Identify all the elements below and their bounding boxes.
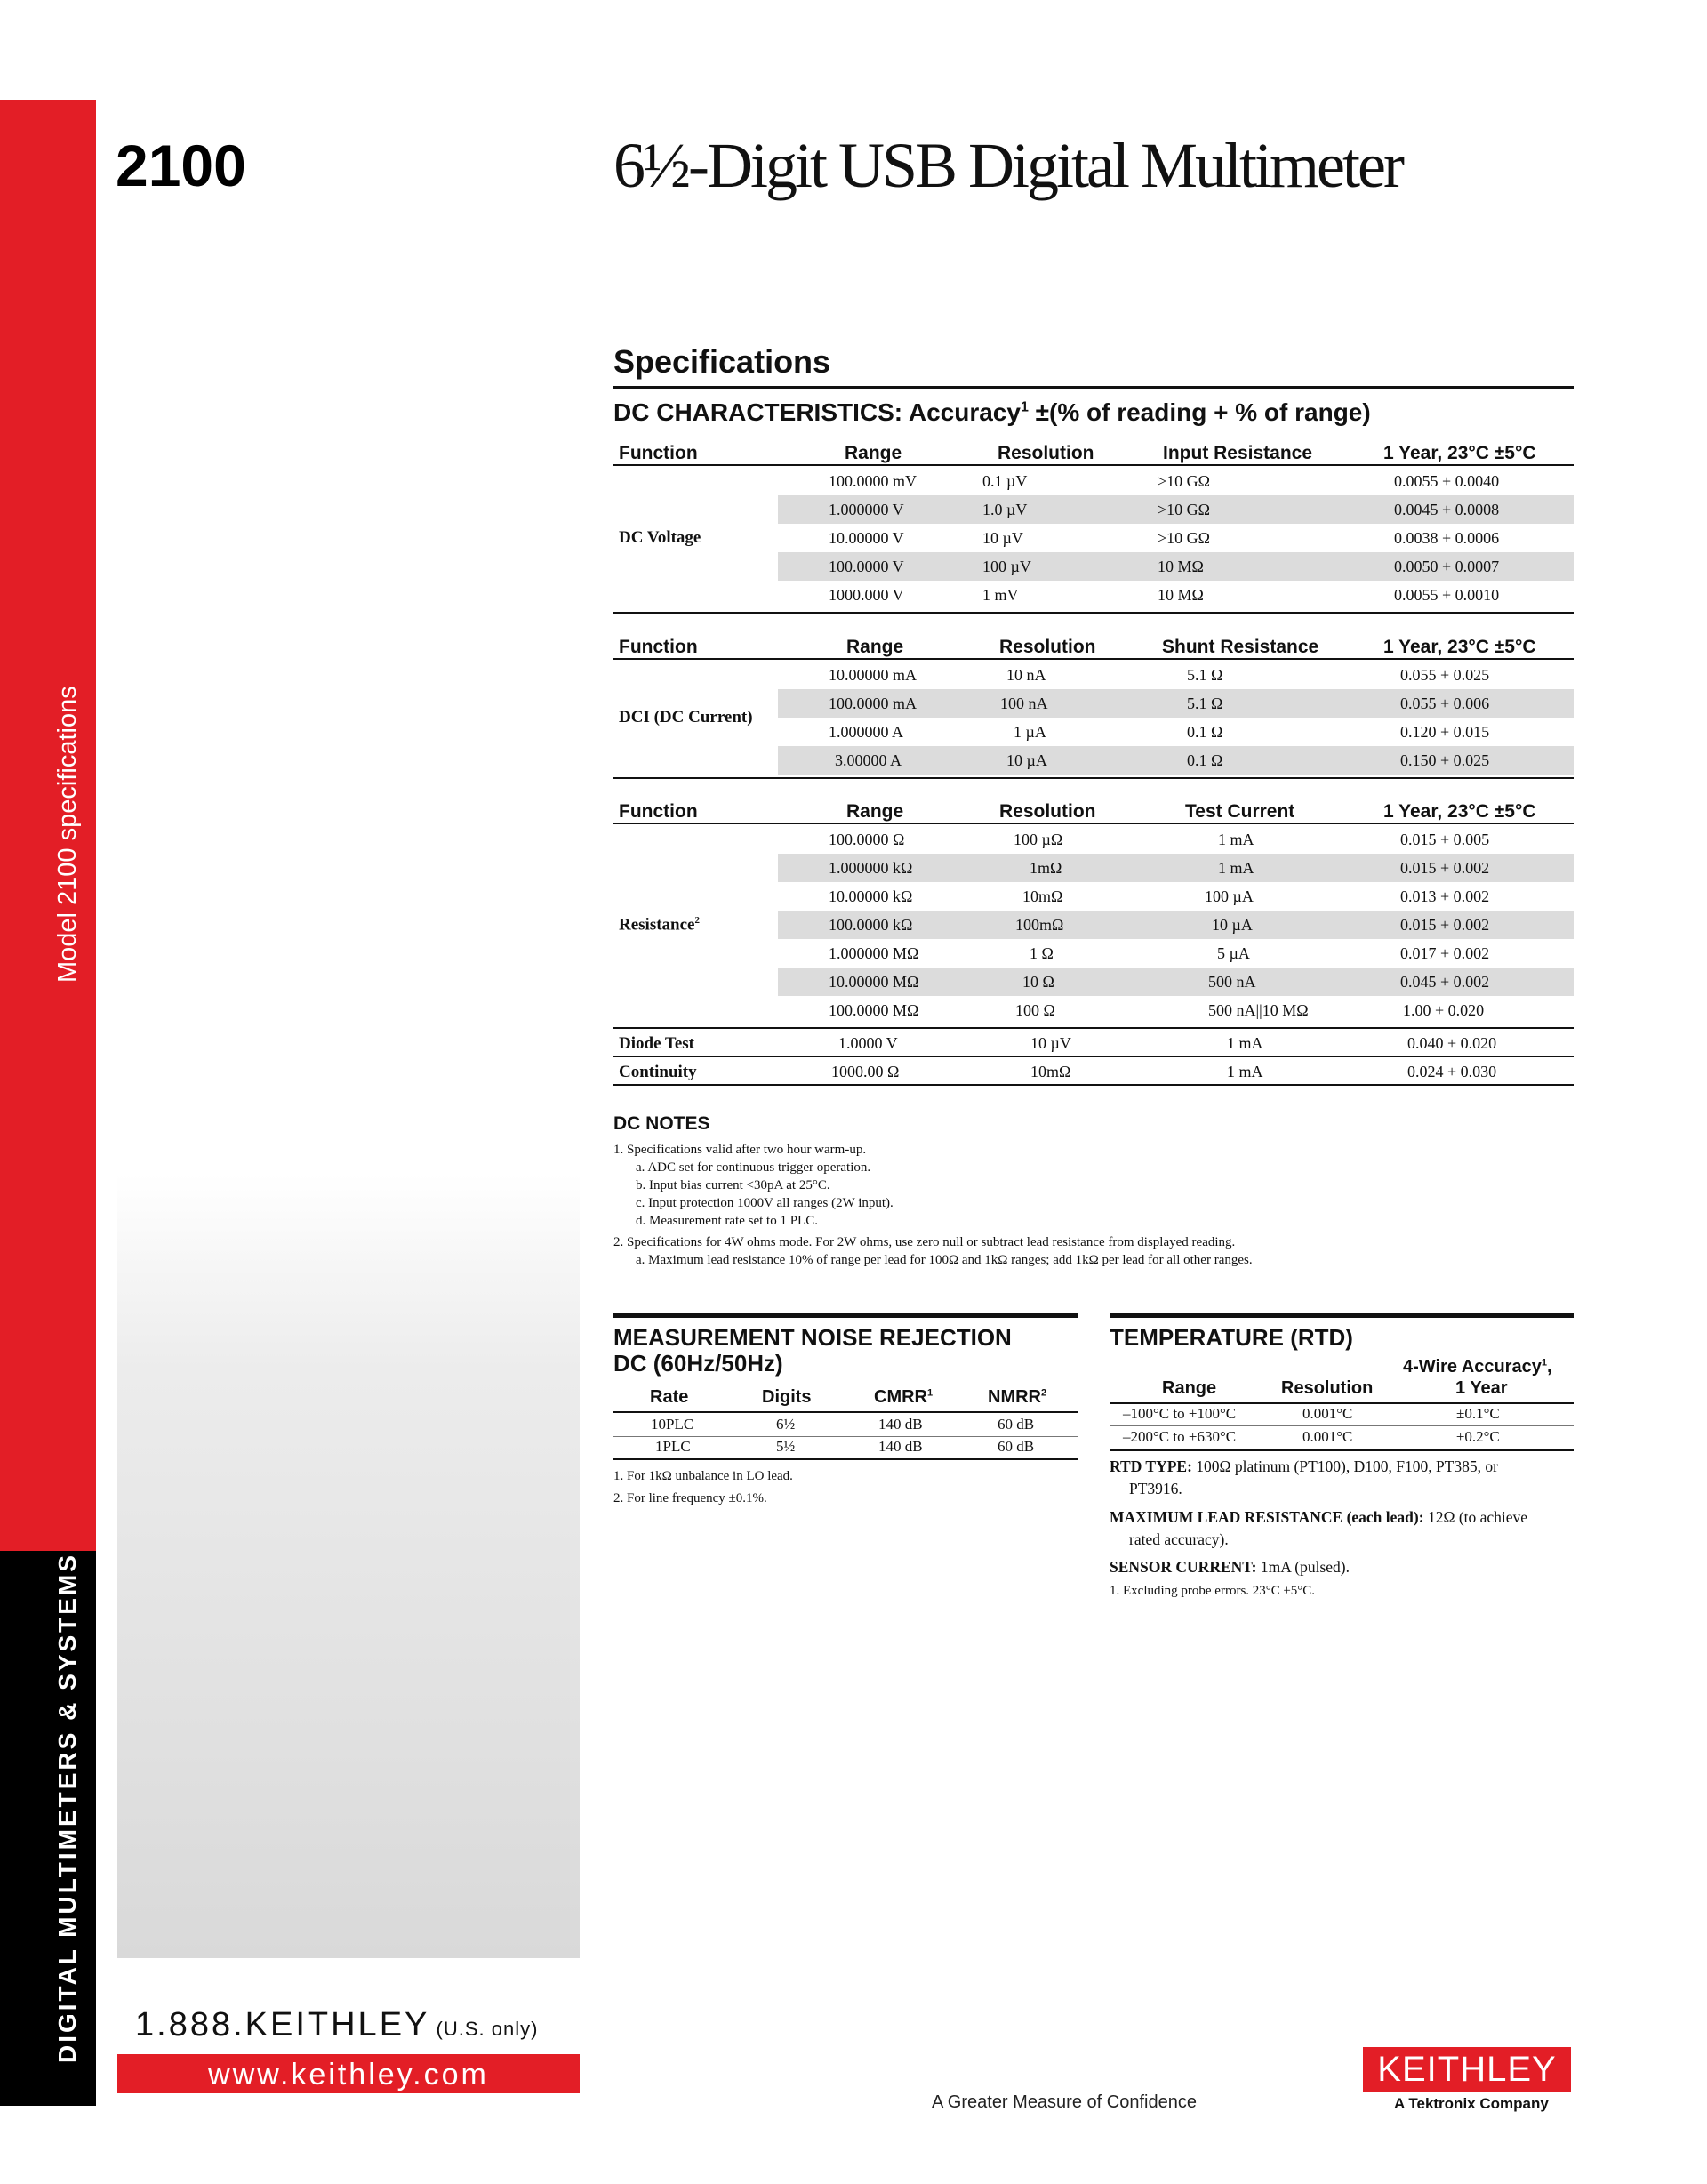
noise-note-2: 2. For line frequency ±0.1%.	[613, 1491, 767, 1506]
dc-note-2a: a. Maximum lead resistance 10% of range per lead for 100Ω and 1kΩ ranges; add 1kΩ per lead for all other ranges.	[636, 1253, 1253, 1267]
noise-col-cmrr: CMRR$^1$	[874, 1387, 934, 1407]
noise-header-rule	[613, 1411, 1078, 1413]
dc-note-1b: b. Input bias current <30pA at 25°C.	[636, 1178, 830, 1192]
dci-table	[613, 633, 1574, 779]
table-row: 100.0000 mA 100 nA 5.1 Ω 0.055 + 0.006	[778, 689, 1574, 718]
table-row: 100.0000 kΩ 100mΩ 10 µA 0.015 + 0.002	[778, 911, 1574, 939]
temp-col-year: 1 Year	[1455, 1378, 1508, 1398]
noise-cell: 1PLC	[655, 1438, 691, 1455]
noise-cell: 60 dB	[998, 1416, 1035, 1433]
temp-col-range: Range	[1162, 1378, 1217, 1398]
temp-cell: –100°C to +100°C	[1123, 1405, 1237, 1422]
logo-subtitle: A Tektronix Company	[1394, 2095, 1549, 2112]
table-row: 1.000000 A 1 µA 0.1 Ω 0.120 + 0.015	[829, 723, 1490, 741]
noise-cell: 140 dB	[878, 1416, 923, 1433]
col-resolution: Resolution	[999, 637, 1096, 657]
continuity-row: Continuity 1000.00 Ω 10mΩ 1 mA 0.024 + 0.030	[613, 1057, 1574, 1086]
noise-cell: 10PLC	[651, 1416, 694, 1433]
table-row: 10.00000 kΩ 10mΩ 100 µA 0.013 + 0.002	[829, 887, 1490, 905]
noise-cell: 140 dB	[878, 1438, 923, 1455]
website-link[interactable]	[117, 2054, 580, 2093]
temp-col-accuracy: 4-Wire Accuracy$^1$,	[1403, 1357, 1552, 1377]
temp-cell: 0.001°C	[1302, 1405, 1353, 1422]
table-row: 1.000000 V 1.0 µV >10 GΩ 0.0045 + 0.0008	[778, 495, 1574, 524]
noise-cell: 60 dB	[998, 1438, 1035, 1455]
table-row: 100.0000 V 100 µV 10 MΩ 0.0050 + 0.0007	[778, 552, 1574, 581]
noise-note-1: 1. For 1kΩ unbalance in LO lead.	[613, 1469, 793, 1483]
temp-title: TEMPERATURE (RTD)	[1110, 1324, 1353, 1351]
col-function: Function	[619, 443, 698, 463]
temp-cell: ±0.1°C	[1456, 1405, 1500, 1422]
col-test-current: Test Current	[1185, 801, 1295, 822]
dc-note-1: 1. Specifications valid after two hour warm-up.	[613, 1143, 867, 1157]
side-category-label: DIGITAL MULTIMETERS & SYSTEMS	[53, 1553, 81, 2063]
noise-rule	[613, 1313, 1078, 1318]
dcv-body	[613, 466, 1574, 614]
temp-rule	[1110, 1313, 1574, 1318]
noise-bottom-rule	[613, 1458, 1078, 1460]
col-accuracy: 1 Year, 23°C ±5°C	[1383, 801, 1536, 822]
table-row: 10.00000 V 10 µV >10 GΩ 0.0038 + 0.0006	[829, 529, 1500, 547]
website-url[interactable]: www.keithley.com	[208, 2058, 489, 2092]
table-row: 1.000000 MΩ 1 Ω 5 µA 0.017 + 0.002	[829, 944, 1490, 962]
resistance-table	[613, 798, 1574, 1086]
col-accuracy: 1 Year, 23°C ±5°C	[1383, 637, 1536, 657]
col-resolution: Resolution	[999, 801, 1096, 822]
dc-note-2: 2. Specifications for 4W ohms mode. For 2W ohms, use zero null or subtract lead resistance from displayed reading.	[613, 1235, 1236, 1249]
col-range: Range	[846, 637, 904, 657]
function-dc-voltage: DC Voltage	[619, 528, 701, 547]
specifications-rule	[613, 386, 1574, 389]
table-row: 100.0000 mV 0.1 µV >10 GΩ 0.0055 + 0.0040	[829, 472, 1500, 490]
specifications-heading: Specifications	[613, 343, 831, 380]
temp-note-1: 1. Excluding probe errors. 23°C ±5°C.	[1110, 1584, 1316, 1598]
sensor-current: SENSOR CURRENT: 1mA (pulsed).	[1110, 1558, 1350, 1576]
col-shunt-resistance: Shunt Resistance	[1162, 637, 1319, 657]
noise-cell: 6½	[776, 1416, 796, 1433]
col-input-resistance: Input Resistance	[1163, 443, 1313, 463]
temp-bottom-rule	[1110, 1449, 1574, 1451]
dc-notes-title: DC NOTES	[613, 1113, 710, 1134]
table-row: 1.000000 kΩ 1mΩ 1 mA 0.015 + 0.002	[778, 854, 1574, 882]
function-dci: DCI (DC Current)	[619, 708, 753, 727]
table-row: 10.00000 MΩ 10 Ω 500 nA 0.045 + 0.002	[778, 968, 1574, 996]
col-resolution: Resolution	[998, 443, 1094, 463]
tagline: A Greater Measure of Confidence	[932, 2092, 1197, 2112]
dci-body	[613, 660, 1574, 779]
keithley-logo: KEITHLEY	[1363, 2047, 1571, 2092]
dcv-table	[613, 439, 1574, 614]
col-range: Range	[846, 801, 904, 822]
phone-number: 1.888.KEITHLEY (U.S. only)	[135, 2006, 539, 2043]
noise-col-rate: Rate	[650, 1387, 689, 1407]
dci-header-row	[613, 633, 1574, 660]
dcv-header-row	[613, 439, 1574, 466]
side-model-label: Model 2100 specifications	[53, 686, 82, 983]
gray-gradient-panel	[117, 1174, 580, 1958]
noise-col-digits: Digits	[762, 1387, 812, 1407]
table-row: 1000.000 V 1 mV 10 MΩ 0.0055 + 0.0010	[829, 586, 1500, 604]
max-lead-resistance: MAXIMUM LEAD RESISTANCE (each lead): 12Ω (to achieve rated accuracy).	[1110, 1508, 1528, 1548]
noise-row-rule	[613, 1436, 1078, 1437]
dc-note-1a: a. ADC set for continuous trigger operation.	[636, 1160, 871, 1175]
rtd-type: RTD TYPE: 100Ω platinum (PT100), D100, F100, PT385, or PT3916.	[1110, 1457, 1498, 1497]
temp-cell: 0.001°C	[1302, 1428, 1353, 1445]
col-range: Range	[845, 443, 902, 463]
noise-title: MEASUREMENT NOISE REJECTION DC (60Hz/50Hz)	[613, 1324, 1012, 1377]
res-header-row	[613, 798, 1574, 824]
col-function: Function	[619, 801, 698, 822]
page-title: 6½-Digit USB Digital Multimeter	[613, 130, 1402, 201]
col-accuracy: 1 Year, 23°C ±5°C	[1383, 443, 1536, 463]
dc-note-1d: d. Measurement rate set to 1 PLC.	[636, 1214, 818, 1228]
dc-note-1c: c. Input protection 1000V all ranges (2W input).	[636, 1196, 894, 1210]
res-body	[613, 824, 1574, 1029]
dc-characteristics-heading: DC CHARACTERISTICS: Accuracy$^1$ ±(% of reading + % of range)	[613, 398, 1371, 426]
function-resistance: Resistance$^2$	[619, 915, 700, 935]
table-row: 100.0000 MΩ 100 Ω 500 nA||10 MΩ 1.00 + 0.020	[829, 1001, 1485, 1019]
table-row: 10.00000 mA 10 nA 5.1 Ω 0.055 + 0.025	[829, 666, 1490, 684]
table-row: 100.0000 Ω 100 µΩ 1 mA 0.015 + 0.005	[829, 831, 1490, 848]
temp-cell: –200°C to +630°C	[1123, 1428, 1237, 1445]
diode-test-row: Diode Test 1.0000 V 10 µV 1 mA 0.040 + 0.020	[613, 1029, 1574, 1057]
temp-header-rule	[1110, 1402, 1574, 1404]
temp-row-rule	[1110, 1425, 1574, 1426]
table-row: 3.00000 A 10 µA 0.1 Ω 0.150 + 0.025	[778, 746, 1574, 775]
temp-cell: ±0.2°C	[1456, 1428, 1500, 1445]
model-number: 2100	[116, 132, 246, 198]
noise-col-nmrr: NMRR$^2$	[988, 1387, 1047, 1407]
noise-cell: 5½	[776, 1438, 796, 1455]
col-function: Function	[619, 637, 698, 657]
temp-col-resolution: Resolution	[1281, 1378, 1374, 1398]
